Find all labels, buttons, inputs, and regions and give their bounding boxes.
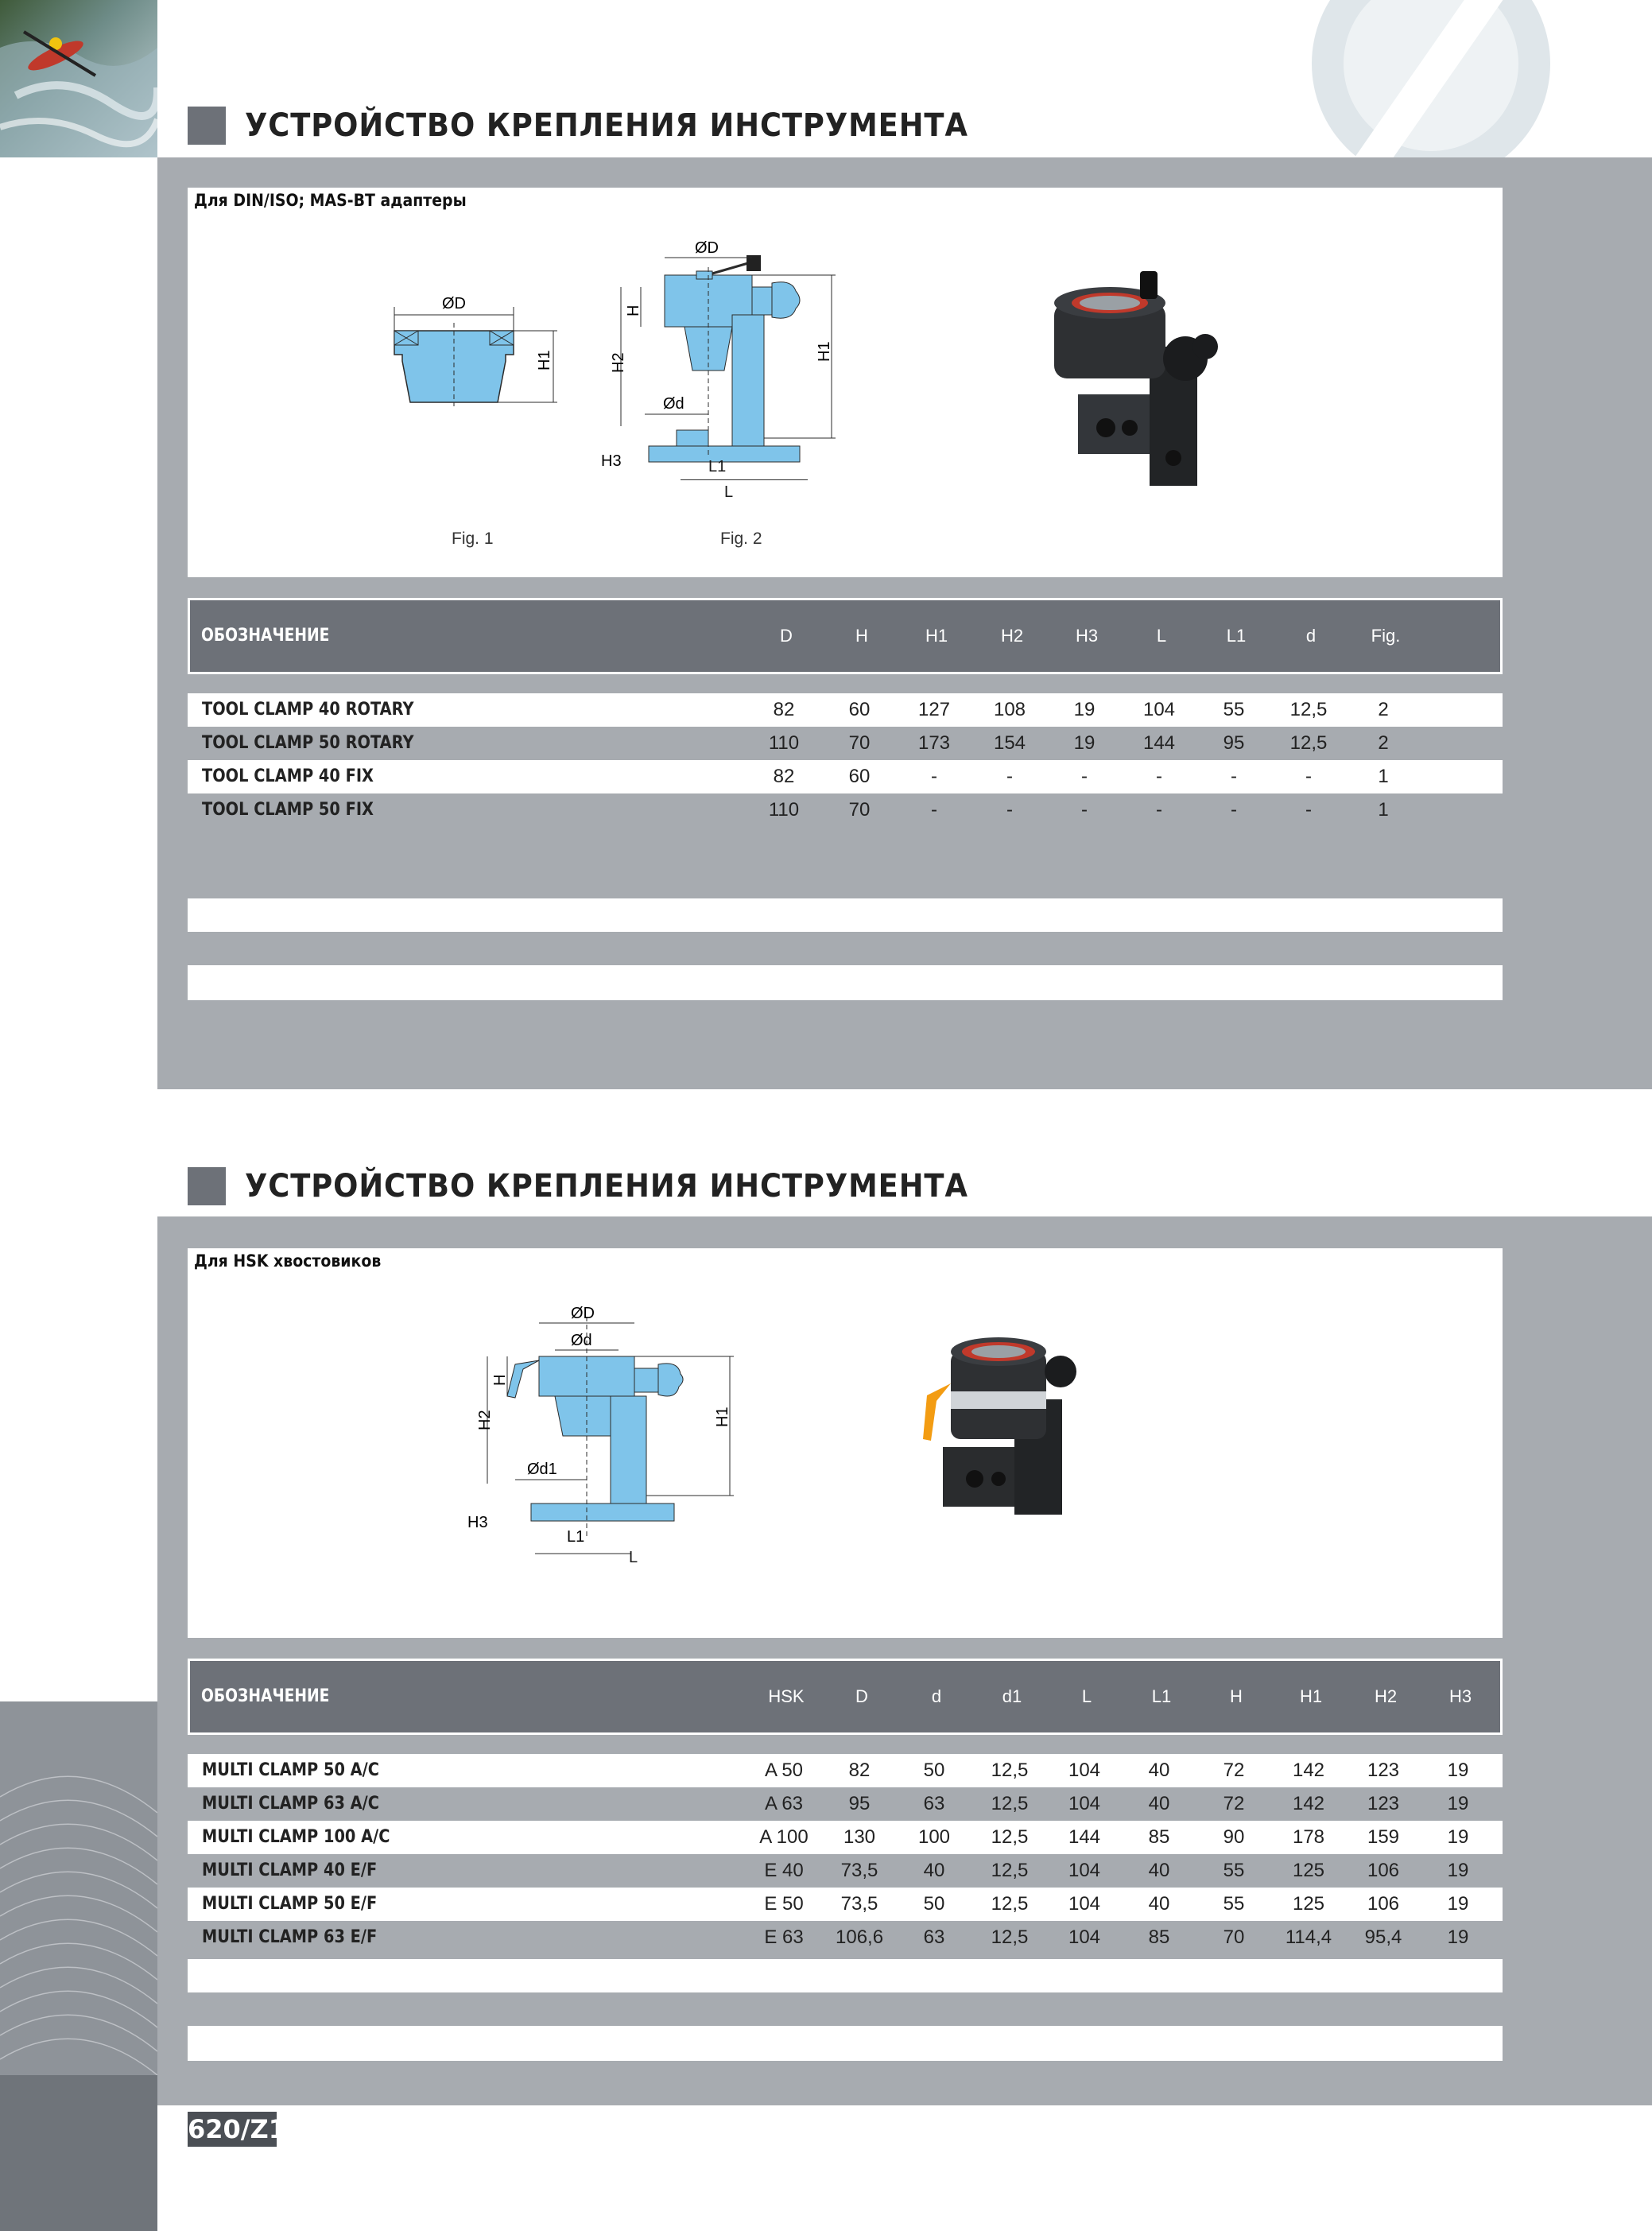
svg-text:Ød1: Ød1 bbox=[527, 1461, 557, 1478]
table-cell: 106 bbox=[1367, 1893, 1400, 1915]
col-header-h3: H3 bbox=[1075, 626, 1099, 646]
section1-table-header bbox=[188, 598, 1503, 674]
section1-title-text: УСТРОЙСТВО КРЕПЛЕНИЯ ИНСТРУМЕНТА bbox=[245, 107, 968, 144]
section2-title bbox=[188, 1162, 1031, 1210]
table-cell: 144 bbox=[1142, 732, 1176, 754]
col-header-hsk: HSK bbox=[768, 1686, 805, 1706]
col-header-designation: ОБОЗНАЧЕНИЕ bbox=[201, 1686, 330, 1706]
table-cell: 70 bbox=[848, 732, 871, 754]
table-cell: 130 bbox=[843, 1826, 876, 1848]
table-cell: 85 bbox=[1148, 1826, 1170, 1848]
svg-text:H: H bbox=[491, 1374, 509, 1386]
table-cell: 106,6 bbox=[836, 1926, 884, 1948]
table-cell: 73,5 bbox=[840, 1860, 878, 1881]
table-cell: 40 bbox=[1148, 1893, 1170, 1915]
section1-subtitle: Для DIN/ISO; MAS-BT адаптеры bbox=[194, 191, 467, 210]
col-header-h2: H2 bbox=[1000, 626, 1024, 646]
table-cell: 82 bbox=[773, 766, 795, 787]
table-cell: A 100 bbox=[759, 1826, 809, 1848]
table-row bbox=[188, 727, 1503, 760]
decorative-logo-circle bbox=[1296, 0, 1566, 183]
col-header-d-small: d bbox=[931, 1686, 942, 1706]
tool-clamp-photo bbox=[1046, 259, 1229, 498]
table-row bbox=[188, 1754, 1503, 1787]
table-cell: A 63 bbox=[764, 1793, 804, 1814]
table-cell: 95 bbox=[848, 1793, 871, 1814]
fig2-dim-l1: L1 bbox=[708, 458, 727, 475]
table-cell: 178 bbox=[1292, 1826, 1325, 1848]
table-cell: - bbox=[1006, 766, 1013, 787]
table-cell: 40 bbox=[1148, 1860, 1170, 1881]
table-cell: E 40 bbox=[764, 1860, 804, 1881]
section2-figure-box bbox=[188, 1248, 1503, 1638]
svg-text:H3: H3 bbox=[467, 1514, 488, 1531]
table-cell-designation: MULTI CLAMP 40 E/F bbox=[202, 1860, 378, 1880]
table-cell: 144 bbox=[1068, 1826, 1101, 1848]
fig1-label: Fig. 1 bbox=[452, 530, 494, 548]
table-cell: - bbox=[1006, 799, 1013, 821]
fig1-diagram bbox=[386, 283, 585, 410]
table-cell: 2 bbox=[1378, 732, 1389, 754]
table-cell: 19 bbox=[1447, 1793, 1469, 1814]
col-header-h: H bbox=[1230, 1686, 1243, 1706]
table-cell: - bbox=[1305, 766, 1312, 787]
table-cell: 95,4 bbox=[1364, 1926, 1402, 1948]
table-row bbox=[188, 760, 1503, 793]
table-filler-row bbox=[188, 2026, 1503, 2061]
table-cell: 19 bbox=[1447, 1760, 1469, 1781]
table-cell: 114,4 bbox=[1285, 1926, 1332, 1948]
table-cell-designation: MULTI CLAMP 100 A/C bbox=[202, 1827, 390, 1847]
table-cell: 12,5 bbox=[991, 1760, 1029, 1781]
table-filler-row bbox=[188, 1959, 1503, 1992]
table-cell: 104 bbox=[1068, 1893, 1101, 1915]
table-cell: 110 bbox=[768, 732, 800, 754]
col-header-l: L bbox=[1081, 1686, 1092, 1706]
table-cell: - bbox=[931, 766, 937, 787]
col-header-l1: L1 bbox=[1151, 1686, 1172, 1706]
col-header-l: L bbox=[1156, 626, 1167, 646]
table-cell: A 50 bbox=[764, 1760, 804, 1781]
table-cell: 55 bbox=[1223, 1860, 1245, 1881]
col-header-h2: H2 bbox=[1374, 1686, 1398, 1706]
table-cell: 40 bbox=[1148, 1793, 1170, 1814]
decorative-wave-pattern bbox=[0, 1701, 157, 2231]
table-cell-designation: MULTI CLAMP 63 E/F bbox=[202, 1927, 378, 1947]
col-header-d: D bbox=[780, 626, 793, 646]
table-filler-row bbox=[188, 1992, 1503, 2026]
col-header-h1: H1 bbox=[1299, 1686, 1323, 1706]
table-cell: 70 bbox=[1223, 1926, 1245, 1948]
table-cell: 50 bbox=[923, 1760, 945, 1781]
table-cell: 55 bbox=[1223, 1893, 1245, 1915]
svg-text:L1: L1 bbox=[567, 1528, 585, 1546]
table-cell: 12,5 bbox=[991, 1793, 1029, 1814]
hsk-clamp-diagram bbox=[467, 1301, 770, 1555]
section2-subtitle: Для HSK хвостовиков bbox=[194, 1251, 382, 1271]
svg-text:ØD: ØD bbox=[442, 295, 466, 312]
table-row bbox=[188, 693, 1503, 727]
table-cell: 12,5 bbox=[1289, 732, 1328, 754]
table-cell: 104 bbox=[1068, 1793, 1101, 1814]
col-header-d1: d1 bbox=[1002, 1686, 1022, 1706]
table-cell: 19 bbox=[1447, 1926, 1469, 1948]
table-cell: 82 bbox=[848, 1760, 871, 1781]
table-cell: 70 bbox=[848, 799, 871, 821]
table-cell: 104 bbox=[1142, 699, 1176, 720]
table-cell: - bbox=[1081, 766, 1088, 787]
fig2-diagram bbox=[601, 235, 919, 466]
svg-text:ØD: ØD bbox=[571, 1305, 595, 1322]
table-cell: 123 bbox=[1367, 1760, 1400, 1781]
table-cell: 12,5 bbox=[991, 1926, 1029, 1948]
table-cell: 95 bbox=[1223, 732, 1245, 754]
table-cell: E 50 bbox=[764, 1893, 804, 1915]
table-cell: 142 bbox=[1292, 1760, 1325, 1781]
table-cell: 1 bbox=[1378, 799, 1389, 821]
table-cell: E 63 bbox=[764, 1926, 804, 1948]
col-header-designation: ОБОЗНАЧЕНИЕ bbox=[201, 626, 330, 646]
table-cell: 90 bbox=[1223, 1826, 1245, 1848]
section2-title-text: УСТРОЙСТВО КРЕПЛЕНИЯ ИНСТРУМЕНТА bbox=[245, 1168, 968, 1205]
col-header-h1: H1 bbox=[925, 626, 948, 646]
col-header-l1: L1 bbox=[1226, 626, 1247, 646]
table-cell: 19 bbox=[1073, 732, 1096, 754]
fig2-dim-l: L bbox=[724, 483, 734, 501]
table-cell: 19 bbox=[1073, 699, 1096, 720]
table-cell-designation: TOOL CLAMP 50 ROTARY bbox=[202, 733, 414, 753]
table-cell: 40 bbox=[923, 1860, 945, 1881]
svg-text:ØD: ØD bbox=[695, 239, 719, 257]
section2-table-header bbox=[188, 1659, 1503, 1735]
table-cell: 60 bbox=[848, 766, 871, 787]
table-cell: 63 bbox=[923, 1926, 945, 1948]
table-cell: 73,5 bbox=[840, 1893, 878, 1915]
fig2-dim-line bbox=[681, 479, 808, 480]
table-cell-designation: MULTI CLAMP 50 E/F bbox=[202, 1894, 378, 1914]
section1-title bbox=[188, 102, 1031, 149]
title-square-icon bbox=[188, 1167, 226, 1205]
table-cell: 19 bbox=[1447, 1826, 1469, 1848]
table-cell: 72 bbox=[1223, 1793, 1245, 1814]
table-cell: 142 bbox=[1292, 1793, 1325, 1814]
table-cell: - bbox=[1305, 799, 1312, 821]
table-cell: 40 bbox=[1148, 1760, 1170, 1781]
table-filler-row bbox=[188, 865, 1503, 898]
table-cell: 50 bbox=[923, 1893, 945, 1915]
svg-text:H: H bbox=[625, 305, 642, 316]
table-cell-designation: MULTI CLAMP 63 A/C bbox=[202, 1794, 379, 1814]
svg-text:Ød: Ød bbox=[663, 395, 684, 413]
table-cell: 104 bbox=[1068, 1860, 1101, 1881]
table-cell: 19 bbox=[1447, 1893, 1469, 1915]
table-row bbox=[188, 1888, 1503, 1921]
table-cell: 125 bbox=[1292, 1860, 1325, 1881]
table-filler-row bbox=[188, 932, 1503, 965]
table-cell-designation: TOOL CLAMP 40 FIX bbox=[202, 766, 374, 786]
kayak-photo bbox=[0, 0, 157, 157]
table-cell: - bbox=[1156, 766, 1162, 787]
table-cell: 159 bbox=[1367, 1826, 1400, 1848]
svg-text:H1: H1 bbox=[536, 350, 553, 371]
svg-text:H1: H1 bbox=[816, 341, 833, 362]
table-cell: 173 bbox=[917, 732, 951, 754]
table-cell: 63 bbox=[923, 1793, 945, 1814]
hsk-dim-l: L bbox=[629, 1549, 638, 1566]
page-number: 620/Z11 bbox=[188, 2112, 277, 2147]
table-cell: 123 bbox=[1367, 1793, 1400, 1814]
table-cell: 55 bbox=[1223, 699, 1245, 720]
svg-text:H2: H2 bbox=[476, 1410, 494, 1430]
col-header-d-small: d bbox=[1305, 626, 1317, 646]
table-cell-designation: TOOL CLAMP 50 FIX bbox=[202, 800, 374, 820]
table-cell: 108 bbox=[993, 699, 1026, 720]
col-header-fig: Fig. bbox=[1371, 626, 1401, 646]
table-cell: 19 bbox=[1447, 1860, 1469, 1881]
table-cell: - bbox=[1156, 799, 1162, 821]
table-cell: - bbox=[1081, 799, 1088, 821]
table-cell: 110 bbox=[768, 799, 800, 821]
table-cell: 100 bbox=[917, 1826, 951, 1848]
table-cell: 12,5 bbox=[991, 1826, 1029, 1848]
col-header-h3: H3 bbox=[1448, 1686, 1472, 1706]
table-cell: 12,5 bbox=[991, 1860, 1029, 1881]
svg-text:H2: H2 bbox=[610, 352, 627, 373]
fig2-label: Fig. 2 bbox=[720, 530, 762, 548]
svg-text:H3: H3 bbox=[601, 452, 622, 466]
table-filler-row bbox=[188, 898, 1503, 932]
table-cell: 106 bbox=[1367, 1860, 1400, 1881]
table-cell: 125 bbox=[1292, 1893, 1325, 1915]
col-header-d: D bbox=[855, 1686, 868, 1706]
table-row bbox=[188, 1821, 1503, 1854]
table-cell-designation: TOOL CLAMP 40 ROTARY bbox=[202, 700, 414, 720]
table-row bbox=[188, 793, 1503, 827]
title-square-icon bbox=[188, 107, 226, 145]
table-cell: 12,5 bbox=[1289, 699, 1328, 720]
table-cell: 72 bbox=[1223, 1760, 1245, 1781]
col-header-h: H bbox=[855, 626, 868, 646]
table-cell: 127 bbox=[917, 699, 951, 720]
table-cell: 154 bbox=[993, 732, 1026, 754]
table-filler-row bbox=[188, 965, 1503, 1000]
table-cell: - bbox=[931, 799, 937, 821]
table-cell: - bbox=[1231, 766, 1237, 787]
section1-figure-box bbox=[188, 188, 1503, 577]
table-cell: 82 bbox=[773, 699, 795, 720]
table-row bbox=[188, 1921, 1503, 1954]
table-cell: 2 bbox=[1378, 699, 1389, 720]
svg-text:Ød: Ød bbox=[571, 1332, 592, 1349]
table-cell: 104 bbox=[1068, 1926, 1101, 1948]
table-cell: 104 bbox=[1068, 1760, 1101, 1781]
svg-text:H1: H1 bbox=[714, 1406, 731, 1427]
table-cell: - bbox=[1231, 799, 1237, 821]
table-cell: 1 bbox=[1378, 766, 1389, 787]
table-cell: 60 bbox=[848, 699, 871, 720]
table-cell-designation: MULTI CLAMP 50 A/C bbox=[202, 1760, 379, 1780]
table-cell: 12,5 bbox=[991, 1893, 1029, 1915]
table-row bbox=[188, 1787, 1503, 1821]
multi-clamp-photo bbox=[919, 1328, 1102, 1535]
table-cell: 85 bbox=[1148, 1926, 1170, 1948]
table-row bbox=[188, 1854, 1503, 1888]
